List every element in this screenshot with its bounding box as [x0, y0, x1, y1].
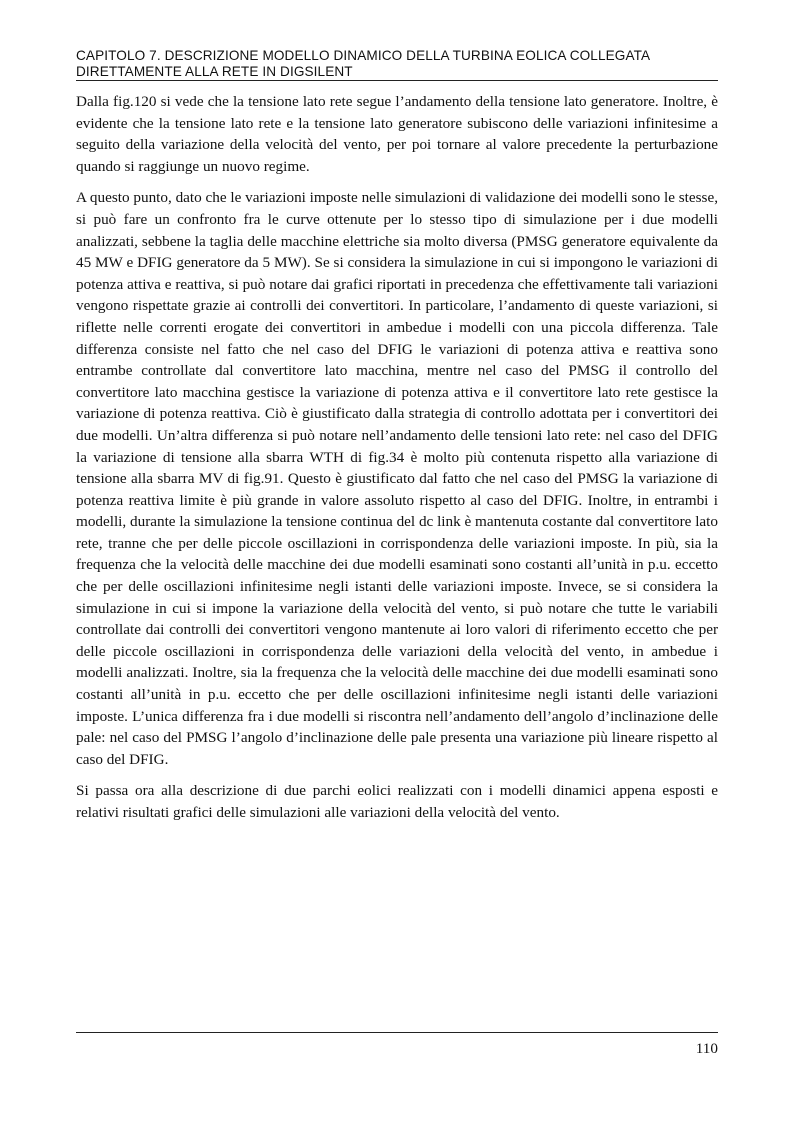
- page-number: 110: [695, 1040, 718, 1057]
- paragraph-3: Si passa ora alla descrizione di due parchi eolici realizzati con i modelli dinamici appena esposti e relativi risultati grafici delle simulazioni alle variazioni della velocità del vento.: [76, 782, 718, 821]
- running-header: [76, 48, 718, 80]
- header-line-2: DIRETTAMENTE ALLA RETE IN DIGSILENT: [76, 64, 353, 79]
- header-divider: [76, 80, 718, 81]
- header-line-1: CAPITOLO 7. DESCRIZIONE MODELLO DINAMICO DELLA TURBINA EOLICA COLLEGATA: [76, 48, 651, 63]
- paragraph-1: Dalla fig.120 si vede che la tensione lato rete segue l’andamento della tensione lato generatore. Inoltre, è evidente che la tensione lato rete e la tensione lato generatore subiscono delle variazioni infinitesime a seguito della variazione della velocità del vento, per poi tornare al valore precedente la perturbazione quando si raggiunge un nuovo regime.: [76, 93, 718, 175]
- footer-divider: [76, 1032, 718, 1033]
- paragraph-2: A questo punto, dato che le variazioni imposte nelle simulazioni di validazione dei modelli sono le stesse, si può fare un confronto fra le curve ottenute per lo stesso tipo di simulazione per i due modelli analizzati, sebbene la taglia delle macchine elettriche sia molto diversa (PMSG generatore equivalente da 45 MW e DFIG generatore da 5 MW). Se si considera la simulazione in cui si impongono le variazioni di potenza attiva e reattiva, si può notare dai grafici riportati in precedenza che effettivamente tali variazioni vengono rispettate grazie ai controlli dei convertitori. In particolare, l’andamento di queste variazioni, si riflette nelle correnti erogate dei convertitori in ambedue i modelli con una piccola differenza. Tale differenza consiste nel fatto che nel caso del DFIG le variazioni di potenza attiva e reattiva sono entrambe controllate dal convertitore lato macchina, mentre nel caso del PMSG il controllo del convertitore lato macchina gestisce la variazione di potenza attiva e il convertitore lato rete gestisce la variazione di potenza reattiva. Ciò è giustificato dalla strategia di controllo adottata per i convertitori dei due modelli. Un’altra differenza si può notare nell’andamento delle tensioni lato rete: nel caso del DFIG la variazione di tensione alla sbarra WTH di fig.34 è molto più contenuta rispetto alla variazione di tensione alla sbarra MV di fig.91. Questo è giustificato dal fatto che nel caso del PMSG la variazione di potenza reattiva limite è più grande in valore assoluto rispetto al caso del DFIG. Inoltre, in entrambi i modelli, durante la simulazione la tensione continua del dc link è mantenuta costante dal convertitore lato rete, tranne che per delle piccole oscillazioni in corrispondenza delle variazioni imposte. In più, sia la frequenza che la velocità delle macchine dei due modelli esaminati sono costanti all’unità in p.u. eccetto che per delle oscillazioni infinitesime negli istanti delle variazioni imposte. Invece, se si considera la simulazione in cui si impone la variazione della velocità del vento, si può notare che tutte le variabili controllate dai controlli dei convertitori vengono mantenute ai loro valori di riferimento eccetto che per delle piccole oscillazioni in corrispondenza delle variazioni della velocità del vento, in ambedue i modelli analizzati. Inoltre, sia la frequenza che la velocità delle macchine dei due modelli esaminati sono costanti all’unità in p.u. eccetto che per delle oscillazioni infinitesime negli istanti delle variazioni imposte. L’unica differenza fra i due modelli si riscontra nell’andamento dell’angolo d’inclinazione delle pale: nel caso del PMSG l’angolo d’inclinazione delle pale presenta una variazione più lineare rispetto al caso del DFIG.: [76, 189, 718, 768]
- body-text: [76, 91, 718, 834]
